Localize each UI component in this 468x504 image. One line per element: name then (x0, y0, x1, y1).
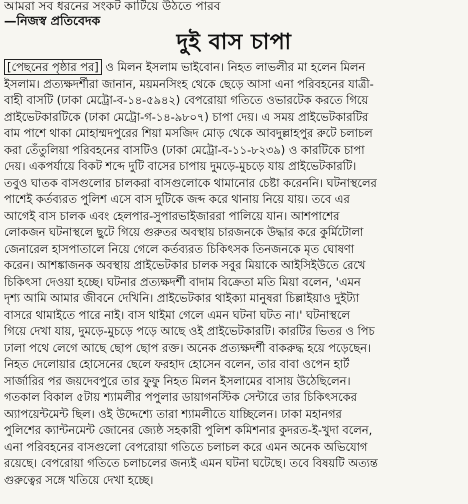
body-line: দৃশ্য আমি আমার জীবনে দেখিনি। প্রাইভেটকার থাইক্যা মানুষরা চিল্লাইয়াও দুইট্যা (4, 291, 360, 305)
body-line: জেনারেল হাসপাতালে নিয়ে গেলে কর্তব্যরত চিকিৎসক তিনজনকে মৃত ঘোষণা (4, 241, 355, 256)
headline: দুই বাস চাপা (176, 30, 292, 55)
byline-row (4, 13, 464, 29)
body-line (4, 59, 464, 76)
body-line: চিকিৎসা দেওয়া হচ্ছে। ঘটনার প্রত্যক্ষদর্শী বাদাম বিক্রেতা মতি মিয়া বলেন, 'এমন (4, 274, 361, 289)
body-line: বাহী বাসটি (ঢাকা মেট্রো-ব-১৪-৫৯৪২) বেপরোয়া গতিতে ওভারটেক করতে গিয়ে (4, 93, 369, 107)
body-line: রয়েছে। বেপরোয়া গতিতে চলাচলের জন্যই এমন ঘটনা ঘটেছে। তবে বিষয়টি অত্যন্ত (4, 456, 378, 470)
body-line: লোকজন ঘটনাস্থলে ছুটে গিয়ে গুরুতর অবস্থায় চারজনকে উদ্ধার করে কুর্মিটোলা (4, 225, 364, 239)
continued-marker: [পেছনের পৃষ্ঠার পর] (4, 59, 102, 75)
body-line-text: ও মিলন ইসলাম ভাইবোন। নিহত লাভলীর মা হলেন মিলন (105, 60, 366, 74)
body-line: গতকাল বিকাল ৫টায় শ্যামলীর পপুলার ডায়াগনস্টিক সেন্টারে তার চিকিৎসকের (4, 390, 357, 404)
body-line: এনা পরিবহনের বাসগুলো বেপরোয়া গতিতে চলাচল করে এমন অনেক অভিযোগ (4, 439, 368, 454)
body-line: গিয়ে দেখা যায়, দুমড়ে-মুচড়ে পড়ে আছে ওই প্রাইভেটকারটি। কারটির ভিতর ও পিচ (4, 324, 375, 338)
article-body (4, 59, 464, 491)
body-line: পুলিশের ক্যান্টনমেন্ট জোনের জ্যেষ্ঠ সহকারী পুলিশ কমিশনার কুদরত-ই-খুদা বলেন, (4, 423, 373, 437)
body-line: বাম পাশে থাকা মোহাম্মদপুরের শিয়া মসজিদ মোড় থেকে আবদুল্লাহপুর রুটে চলাচল (4, 126, 373, 140)
body-line: পাশেই কর্তব্যরত পুলিশ এসে বাস দুটিকে জব্দ করে থানায় নিয়ে যায়। তবে এর (4, 192, 350, 206)
body-line: করেন। আশঙ্কাজনক অবস্থায় প্রাইভেটকার চালক সবুর মিয়াকে আইসিইউতে রেখে (4, 258, 366, 272)
body-line: তবুও ঘাতক বাসগুলোর চালকরা বাসগুলোকে থামানোর চেষ্টা করেননি। ঘটনাস্থলের (4, 175, 377, 190)
body-line: ঢালা পথে লেগে আছে ছোপ ছোপ রক্ত। অনেক প্রত্যক্ষদর্শী বাকরুদ্ধ হয়ে পড়েছেন। (4, 340, 372, 355)
reporter-byline: —নিজস্ব প্রতিবেদক (4, 13, 101, 28)
body-line: আগেই বাস চালক এবং হেলপার-সুপারভাইজাররা পালিয়ে যান। আশপাশের (4, 208, 340, 223)
body-line: নিহত দেলোয়ার হোসেনের ছেলে ফরহাদ হোসেন বলেন, তার বাবা ওপেন হার্ট (4, 357, 350, 371)
body-line: বাসরে থামাইতে পারে নাই। বাস থাইমা গেলে এমন ঘটনা ঘটত না।' ঘটনাস্থলে (4, 307, 350, 322)
body-line: ইসলাম। প্রত্যক্ষদর্শীরা জানান, ময়মনসিংহ থেকে ছেড়ে আসা এনা পরিবহনের যাত্রী- (4, 76, 374, 91)
body-line: গুরুত্বের সঙ্গে খতিয়ে দেখা হচ্ছে। (4, 472, 154, 487)
body-line: করা তেঁতুলিয়া পরিবহনের বাসটিও (ঢাকা মেট্রো-ব-১১-৮২৩৯) ও কারটিকে চাপা (4, 142, 365, 157)
body-line: দেয়। একপর্যায়ে বিকট শব্দে দুটি বাসের চাপায় দুমড়ে-মুচড়ে যায় প্রাইভেটকারটি। (4, 159, 357, 173)
body-line: অ্যাপয়েন্টমেন্ট ছিল। ওই উদ্দেশ্যে তারা শ্যামলীতে যাচ্ছিলেন। ঢাকা মহানগর (4, 406, 342, 421)
previous-article-text: আমরা সব ধরনের সংকট কাটিয়ে উঠতে পারব (4, 0, 221, 13)
previous-article-fragment (4, 0, 464, 13)
body-line: সার্জারির পর জয়দেবপুরে তার ফুফু নিহত মিলন ইসলামের বাসায় উঠেছিলেন। (4, 373, 351, 388)
body-line: প্রাইভেটকারটিকে (ঢাকা মেট্রো-গ-১৪-৯৮০৭) চাপা দেয়। এ সময় প্রাইভেটকারটির (4, 109, 369, 124)
